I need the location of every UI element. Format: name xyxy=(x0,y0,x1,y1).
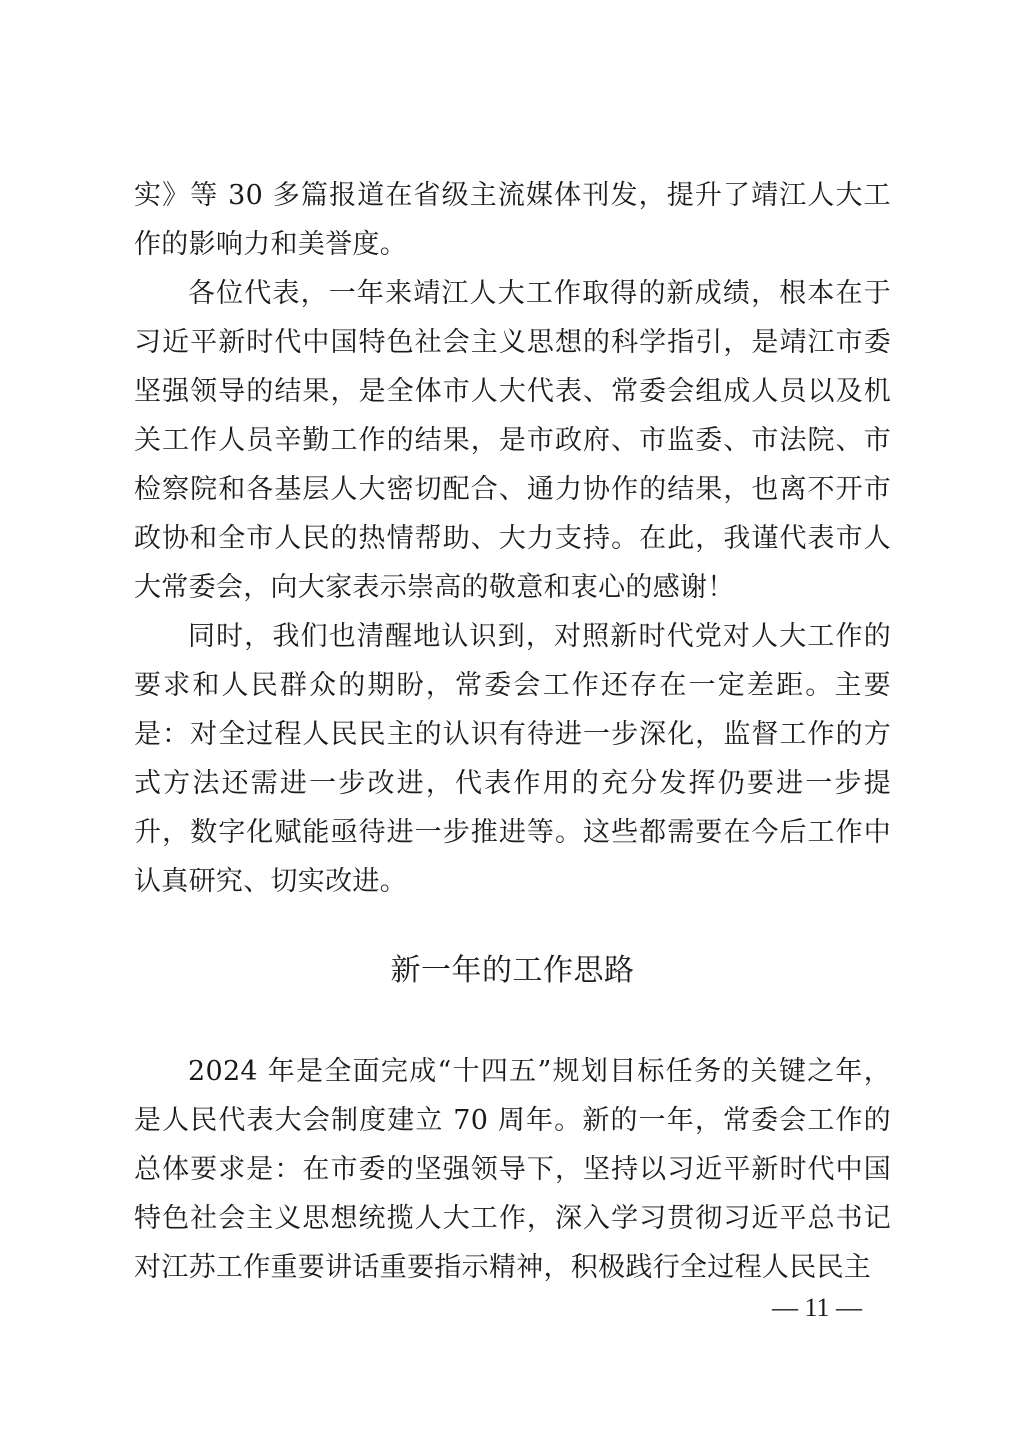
body-text-bottom xyxy=(134,1047,891,1292)
paragraph-continuation: 实》等 30 多篇报道在省级主流媒体刊发，提升了靖江人大工作的影响力和美誉度。 xyxy=(134,180,891,260)
section-heading: 新一年的工作思路 xyxy=(390,953,635,988)
page-number: — 11 — xyxy=(771,1293,862,1322)
paragraph-2024-plan: 2024 年是全面完成“十四五”规划目标任务的关键之年，是人民代表大会制度建立 70 周年。新的一年，常委会工作的总体要求是：在市委的坚强领导下，坚持以习近平新时代中国特色社会主义思想统揽人大工作，深入学习贯彻习近平总书记对江苏工作重要讲话重要指示精神，积极践行全过程人民民主 xyxy=(134,1056,891,1283)
paragraph-thanks: 各位代表，一年来靖江人大工作取得的新成绩，根本在于习近平新时代中国特色社会主义思想的科学指引，是靖江市委坚强领导的结果，是全体市人大代表、常委会组成人员以及机关工作人员辛勤工作的结果，是市政府、市监委、市法院、市检察院和各基层人大密切配合、通力协作的结果，也离不开市政协和全市人民的热情帮助、大力支持。在此，我谨代表市人大常委会，向大家表示崇高的敬意和衷心的感谢！ xyxy=(134,278,891,603)
body-text-top xyxy=(134,171,891,906)
paragraph-shortcomings: 同时，我们也清醒地认识到，对照新时代党对人大工作的要求和人民群众的期盼，常委会工作还存在一定差距。主要是：对全过程人民民主的认识有待进一步深化，监督工作的方式方法还需进一步改进，代表作用的充分发挥仍要进一步提升，数字化赋能亟待进一步推进等。这些都需要在今后工作中认真研究、切实改进。 xyxy=(134,621,891,897)
